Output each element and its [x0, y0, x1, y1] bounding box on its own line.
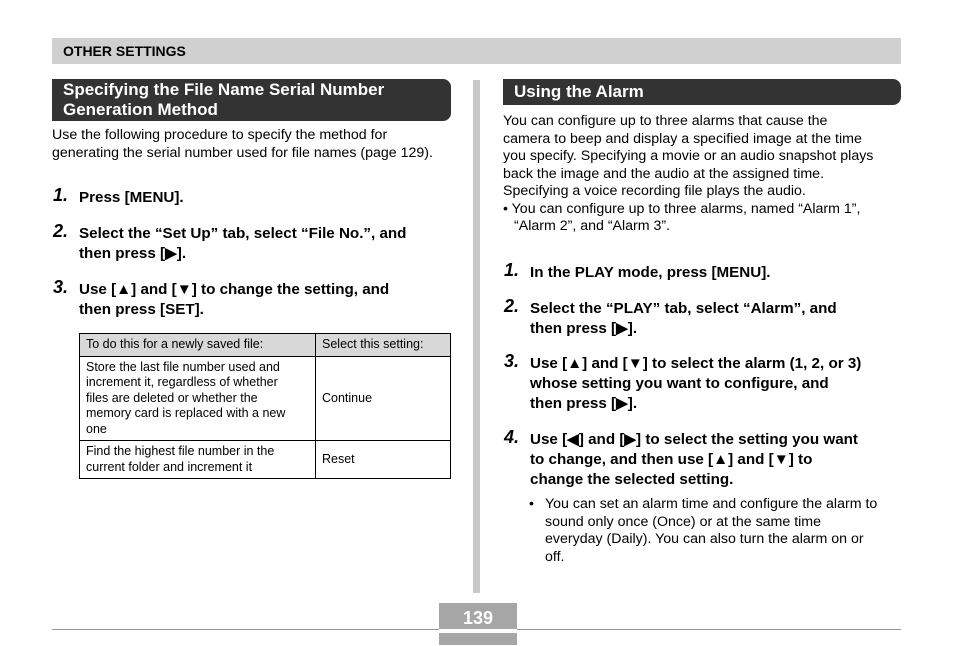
- step-text-line: Press [MENU].: [79, 189, 184, 206]
- left-intro-line-2: generating the serial number used for file names (page 129).: [52, 144, 433, 161]
- table-header-cell: To do this for a newly saved file:: [80, 334, 316, 357]
- section-header-bar: [52, 38, 901, 64]
- table-header-cell: Select this setting:: [316, 334, 451, 357]
- cell-line: one: [86, 421, 107, 436]
- table-cell-description: [80, 441, 316, 479]
- step-number: 1.: [504, 260, 520, 280]
- right-note-line: • You can configure up to three alarms, named “Alarm 1”,: [503, 200, 861, 217]
- step-text-line: Use [▲] and [▼] to change the setting, and: [79, 281, 390, 298]
- right-intro-line: Specifying a voice recording file plays the audio.: [503, 183, 806, 199]
- bullet-line: everyday (Daily). You can also turn the alarm on or: [545, 531, 864, 547]
- table-cell-description: [80, 356, 316, 441]
- step-text-line: change the selected setting.: [530, 471, 734, 488]
- bullet-line: off.: [545, 548, 565, 565]
- bullet-line: You can set an alarm time and configure the alarm to: [545, 496, 878, 512]
- right-heading-text: Using the Alarm: [514, 82, 644, 101]
- cell-line: Store the last file number used and: [86, 359, 280, 374]
- cell-line: Find the highest file number in the: [86, 444, 275, 458]
- left-intro: [52, 127, 433, 162]
- cell-line: files are deleted or whether the: [86, 390, 258, 405]
- right-intro-line: camera to beep and display a specified image at the time: [503, 130, 862, 147]
- right-intro-line: back the image and the audio at the assigned time.: [503, 165, 825, 182]
- step-number: 3.: [504, 351, 520, 371]
- section-title: OTHER SETTINGS: [63, 43, 186, 59]
- page-number-box: [439, 603, 517, 645]
- step-text-line: then press [▶].: [79, 245, 187, 262]
- right-heading: [503, 79, 901, 105]
- step-text-line: then press [SET].: [79, 301, 204, 318]
- left-heading-line-2: Generation Method: [63, 100, 218, 119]
- step-text-line: In the PLAY mode, press [MENU].: [530, 264, 771, 281]
- table-cell-setting: Continue: [316, 356, 451, 441]
- bullet-icon: •: [529, 496, 534, 512]
- step-number: 2.: [53, 221, 69, 241]
- step-text-line: to change, and then use [▲] and [▼] to: [530, 451, 813, 468]
- bullet-line: sound only once (Once) or at the same time: [545, 513, 822, 530]
- right-intro-line: You can configure up to three alarms that cause the: [503, 113, 828, 129]
- right-intro: [503, 113, 873, 236]
- cell-line: increment it, regardless of whether: [86, 375, 278, 389]
- step-text-line: whose setting you want to configure, and: [530, 375, 829, 392]
- left-heading-line-1: Specifying the File Name Serial Number: [63, 80, 385, 99]
- step-text-line: Use [◀] and [▶] to select the setting you want: [530, 431, 858, 448]
- cell-line: memory card is replaced with a new: [86, 406, 286, 420]
- file-number-settings-table: [79, 333, 451, 479]
- table-cell-setting: Reset: [316, 441, 451, 479]
- page-number: 139: [462, 608, 494, 628]
- step-text-line: then press [▶].: [530, 320, 638, 337]
- step-text-line: then press [▶].: [530, 395, 638, 412]
- left-heading: [52, 79, 451, 121]
- table-row: [80, 356, 451, 441]
- table-header-row: [80, 334, 451, 357]
- right-note-line: “Alarm 2”, and “Alarm 3”.: [514, 218, 671, 234]
- step-number: 3.: [53, 277, 69, 297]
- cell-line: current folder and increment it: [86, 459, 253, 474]
- table-row: [80, 441, 451, 479]
- right-intro-line: you specify. Specifying a movie or an audio snapshot plays: [503, 148, 874, 164]
- step-text-line: Use [▲] and [▼] to select the alarm (1, 2, or 3): [530, 355, 862, 372]
- step-number: 1.: [53, 185, 69, 205]
- step-number: 4.: [504, 427, 520, 447]
- left-intro-line-1: Use the following procedure to specify the method for: [52, 127, 388, 143]
- page-number-band: [439, 629, 517, 633]
- column-divider: [473, 80, 480, 593]
- step-number: 2.: [504, 296, 520, 316]
- step-text-line: Select the “PLAY” tab, select “Alarm”, and: [530, 300, 837, 317]
- step-text-line: Select the “Set Up” tab, select “File No.”, and: [79, 225, 407, 242]
